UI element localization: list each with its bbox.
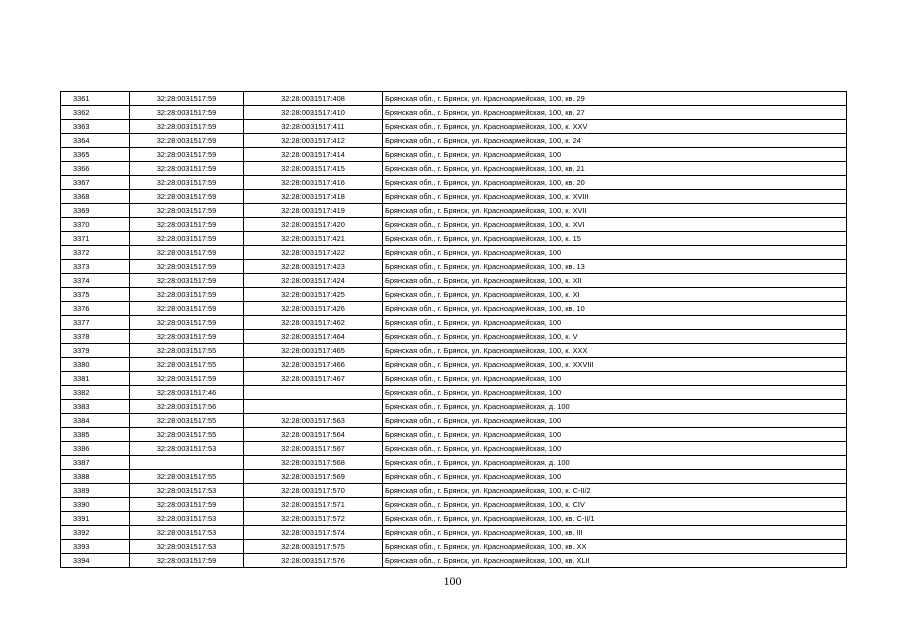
object-cadastral-number-cell: 32:28:0031517:569	[244, 470, 383, 484]
land-cadastral-number-cell: 32:28:0031517:59	[130, 106, 244, 120]
table-row	[61, 554, 847, 568]
address-cell: Брянская обл., г. Брянск, ул. Красноармейская, 100, кв. 29	[383, 92, 847, 106]
row-number-cell: 3379	[61, 344, 130, 358]
table-row	[61, 92, 847, 106]
table-row	[61, 400, 847, 414]
address-cell: Брянская обл., г. Брянск, ул. Красноармейская, 100	[383, 428, 847, 442]
land-cadastral-number-cell: 32:28:0031517:55	[130, 344, 244, 358]
object-cadastral-number-cell: 32:28:0031517:412	[244, 134, 383, 148]
table-row	[61, 344, 847, 358]
land-cadastral-number-cell: 32:28:0031517:59	[130, 176, 244, 190]
row-number-cell: 3374	[61, 274, 130, 288]
address-cell: Брянская обл., г. Брянск, ул. Красноармейская, 100, к. V	[383, 330, 847, 344]
object-cadastral-number-cell	[244, 386, 383, 400]
address-cell: Брянская обл., г. Брянск, ул. Красноармейская, 100, к. 24	[383, 134, 847, 148]
table-row	[61, 540, 847, 554]
land-cadastral-number-cell: 32:28:0031517:59	[130, 134, 244, 148]
address-cell: Брянская обл., г. Брянск, ул. Красноармейская, 100, к. XXVIII	[383, 358, 847, 372]
row-number-cell: 3394	[61, 554, 130, 568]
object-cadastral-number-cell	[244, 400, 383, 414]
address-cell: Брянская обл., г. Брянск, ул. Красноармейская, 100, кв. 20	[383, 176, 847, 190]
table-row	[61, 316, 847, 330]
row-number-cell: 3364	[61, 134, 130, 148]
table-row	[61, 288, 847, 302]
land-cadastral-number-cell: 32:28:0031517:53	[130, 484, 244, 498]
land-cadastral-number-cell: 32:28:0031517:53	[130, 512, 244, 526]
row-number-cell: 3362	[61, 106, 130, 120]
object-cadastral-number-cell: 32:28:0031517:420	[244, 218, 383, 232]
address-cell: Брянская обл., г. Брянск, ул. Красноармейская, 100, кв. 13	[383, 260, 847, 274]
land-cadastral-number-cell: 32:28:0031517:59	[130, 372, 244, 386]
object-cadastral-number-cell: 32:28:0031517:464	[244, 330, 383, 344]
object-cadastral-number-cell: 32:28:0031517:567	[244, 442, 383, 456]
address-cell: Брянская обл., г. Брянск, ул. Красноармейская, 100, кв. 27	[383, 106, 847, 120]
table-row	[61, 498, 847, 512]
land-cadastral-number-cell: 32:28:0031517:56	[130, 400, 244, 414]
land-cadastral-number-cell: 32:28:0031517:59	[130, 246, 244, 260]
object-cadastral-number-cell: 32:28:0031517:462	[244, 316, 383, 330]
row-number-cell: 3392	[61, 526, 130, 540]
object-cadastral-number-cell: 32:28:0031517:564	[244, 428, 383, 442]
address-cell: Брянская обл., г. Брянск, ул. Красноармейская, 100, кв. III	[383, 526, 847, 540]
address-cell: Брянская обл., г. Брянск, ул. Красноармейская, 100, к. XI	[383, 288, 847, 302]
row-number-cell: 3369	[61, 204, 130, 218]
object-cadastral-number-cell: 32:28:0031517:424	[244, 274, 383, 288]
address-cell: Брянская обл., г. Брянск, ул. Красноармейская, 100, к. 15	[383, 232, 847, 246]
row-number-cell: 3372	[61, 246, 130, 260]
object-cadastral-number-cell: 32:28:0031517:466	[244, 358, 383, 372]
object-cadastral-number-cell: 32:28:0031517:575	[244, 540, 383, 554]
land-cadastral-number-cell: 32:28:0031517:55	[130, 428, 244, 442]
object-cadastral-number-cell: 32:28:0031517:411	[244, 120, 383, 134]
row-number-cell: 3382	[61, 386, 130, 400]
object-cadastral-number-cell: 32:28:0031517:419	[244, 204, 383, 218]
land-cadastral-number-cell: 32:28:0031517:59	[130, 554, 244, 568]
table-row	[61, 260, 847, 274]
land-cadastral-number-cell: 32:28:0031517:59	[130, 274, 244, 288]
table-row	[61, 428, 847, 442]
object-cadastral-number-cell: 32:28:0031517:568	[244, 456, 383, 470]
land-cadastral-number-cell: 32:28:0031517:46	[130, 386, 244, 400]
object-cadastral-number-cell: 32:28:0031517:576	[244, 554, 383, 568]
row-number-cell: 3387	[61, 456, 130, 470]
table-row	[61, 386, 847, 400]
object-cadastral-number-cell: 32:28:0031517:467	[244, 372, 383, 386]
object-cadastral-number-cell: 32:28:0031517:416	[244, 176, 383, 190]
row-number-cell: 3361	[61, 92, 130, 106]
address-cell: Брянская обл., г. Брянск, ул. Красноармейская, 100, к. XXV	[383, 120, 847, 134]
address-cell: Брянская обл., г. Брянск, ул. Красноармейская, 100, к. XVI	[383, 218, 847, 232]
land-cadastral-number-cell: 32:28:0031517:59	[130, 162, 244, 176]
address-cell: Брянская обл., г. Брянск, ул. Красноармейская, д. 100	[383, 400, 847, 414]
row-number-cell: 3371	[61, 232, 130, 246]
table-row	[61, 176, 847, 190]
land-cadastral-number-cell: 32:28:0031517:59	[130, 316, 244, 330]
row-number-cell: 3386	[61, 442, 130, 456]
row-number-cell: 3383	[61, 400, 130, 414]
address-cell: Брянская обл., г. Брянск, ул. Красноармейская, 100	[383, 246, 847, 260]
land-cadastral-number-cell: 32:28:0031517:55	[130, 414, 244, 428]
row-number-cell: 3381	[61, 372, 130, 386]
table-row	[61, 218, 847, 232]
table-row	[61, 414, 847, 428]
address-cell: Брянская обл., г. Брянск, ул. Красноармейская, 100, к. XVII	[383, 204, 847, 218]
table-row	[61, 162, 847, 176]
registry-table-body	[61, 92, 847, 568]
row-number-cell: 3388	[61, 470, 130, 484]
table-row	[61, 358, 847, 372]
address-cell: Брянская обл., г. Брянск, ул. Красноармейская, 100	[383, 386, 847, 400]
land-cadastral-number-cell: 32:28:0031517:59	[130, 148, 244, 162]
object-cadastral-number-cell: 32:28:0031517:571	[244, 498, 383, 512]
land-cadastral-number-cell: 32:28:0031517:59	[130, 302, 244, 316]
land-cadastral-number-cell: 32:28:0031517:55	[130, 358, 244, 372]
land-cadastral-number-cell: 32:28:0031517:59	[130, 204, 244, 218]
table-row	[61, 204, 847, 218]
land-cadastral-number-cell: 32:28:0031517:59	[130, 330, 244, 344]
table-row	[61, 526, 847, 540]
table-row	[61, 274, 847, 288]
page-number: 100	[443, 574, 462, 588]
land-cadastral-number-cell: 32:28:0031517:59	[130, 288, 244, 302]
row-number-cell: 3380	[61, 358, 130, 372]
table-row	[61, 120, 847, 134]
row-number-cell: 3377	[61, 316, 130, 330]
address-cell: Брянская обл., г. Брянск, ул. Красноармейская, 100, кв. XLII	[383, 554, 847, 568]
address-cell: Брянская обл., г. Брянск, ул. Красноармейская, 100, к. XVIII	[383, 190, 847, 204]
address-cell: Брянская обл., г. Брянск, ул. Красноармейская, д. 100	[383, 456, 847, 470]
land-cadastral-number-cell: 32:28:0031517:53	[130, 540, 244, 554]
object-cadastral-number-cell: 32:28:0031517:426	[244, 302, 383, 316]
table-row	[61, 372, 847, 386]
row-number-cell: 3373	[61, 260, 130, 274]
address-cell: Брянская обл., г. Брянск, ул. Красноармейская, 100	[383, 442, 847, 456]
row-number-cell: 3365	[61, 148, 130, 162]
row-number-cell: 3391	[61, 512, 130, 526]
address-cell: Брянская обл., г. Брянск, ул. Красноармейская, 100	[383, 372, 847, 386]
row-number-cell: 3363	[61, 120, 130, 134]
table-row	[61, 106, 847, 120]
address-cell: Брянская обл., г. Брянск, ул. Красноармейская, 100, кв. 10	[383, 302, 847, 316]
address-cell: Брянская обл., г. Брянск, ул. Красноармейская, 100, к. С-II/2	[383, 484, 847, 498]
land-cadastral-number-cell: 32:28:0031517:55	[130, 470, 244, 484]
object-cadastral-number-cell: 32:28:0031517:415	[244, 162, 383, 176]
object-cadastral-number-cell: 32:28:0031517:574	[244, 526, 383, 540]
object-cadastral-number-cell: 32:28:0031517:422	[244, 246, 383, 260]
address-cell: Брянская обл., г. Брянск, ул. Красноармейская, 100	[383, 414, 847, 428]
object-cadastral-number-cell: 32:28:0031517:421	[244, 232, 383, 246]
row-number-cell: 3390	[61, 498, 130, 512]
address-cell: Брянская обл., г. Брянск, ул. Красноармейская, 100, кв. XX	[383, 540, 847, 554]
land-cadastral-number-cell: 32:28:0031517:53	[130, 526, 244, 540]
object-cadastral-number-cell: 32:28:0031517:423	[244, 260, 383, 274]
cadastral-registry-table	[60, 91, 847, 568]
land-cadastral-number-cell: 32:28:0031517:59	[130, 232, 244, 246]
table-row	[61, 190, 847, 204]
object-cadastral-number-cell: 32:28:0031517:408	[244, 92, 383, 106]
address-cell: Брянская обл., г. Брянск, ул. Красноармейская, 100, к. XXX	[383, 344, 847, 358]
row-number-cell: 3367	[61, 176, 130, 190]
row-number-cell: 3366	[61, 162, 130, 176]
row-number-cell: 3375	[61, 288, 130, 302]
table-row	[61, 232, 847, 246]
object-cadastral-number-cell: 32:28:0031517:570	[244, 484, 383, 498]
row-number-cell: 3378	[61, 330, 130, 344]
land-cadastral-number-cell: 32:28:0031517:59	[130, 498, 244, 512]
table-row	[61, 246, 847, 260]
land-cadastral-number-cell: 32:28:0031517:59	[130, 218, 244, 232]
row-number-cell: 3393	[61, 540, 130, 554]
object-cadastral-number-cell: 32:28:0031517:563	[244, 414, 383, 428]
object-cadastral-number-cell: 32:28:0031517:418	[244, 190, 383, 204]
table-row	[61, 470, 847, 484]
land-cadastral-number-cell: 32:28:0031517:53	[130, 442, 244, 456]
object-cadastral-number-cell: 32:28:0031517:410	[244, 106, 383, 120]
table-row	[61, 134, 847, 148]
address-cell: Брянская обл., г. Брянск, ул. Красноармейская, 100	[383, 470, 847, 484]
row-number-cell: 3368	[61, 190, 130, 204]
object-cadastral-number-cell: 32:28:0031517:572	[244, 512, 383, 526]
address-cell: Брянская обл., г. Брянск, ул. Красноармейская, 100, к. CIV	[383, 498, 847, 512]
address-cell: Брянская обл., г. Брянск, ул. Красноармейская, 100, кв. С-II/1	[383, 512, 847, 526]
table-row	[61, 442, 847, 456]
address-cell: Брянская обл., г. Брянск, ул. Красноармейская, 100, к. XII	[383, 274, 847, 288]
object-cadastral-number-cell: 32:28:0031517:465	[244, 344, 383, 358]
land-cadastral-number-cell: 32:28:0031517:59	[130, 120, 244, 134]
table-row	[61, 484, 847, 498]
object-cadastral-number-cell: 32:28:0031517:414	[244, 148, 383, 162]
row-number-cell: 3385	[61, 428, 130, 442]
table-row	[61, 302, 847, 316]
table-row	[61, 148, 847, 162]
land-cadastral-number-cell: 32:28:0031517:59	[130, 260, 244, 274]
row-number-cell: 3370	[61, 218, 130, 232]
land-cadastral-number-cell: 32:28:0031517:59	[130, 190, 244, 204]
table-row	[61, 456, 847, 470]
row-number-cell: 3376	[61, 302, 130, 316]
address-cell: Брянская обл., г. Брянск, ул. Красноармейская, 100	[383, 316, 847, 330]
object-cadastral-number-cell: 32:28:0031517:425	[244, 288, 383, 302]
row-number-cell: 3389	[61, 484, 130, 498]
table-row	[61, 330, 847, 344]
table-row	[61, 512, 847, 526]
address-cell: Брянская обл., г. Брянск, ул. Красноармейская, 100, кв. 21	[383, 162, 847, 176]
land-cadastral-number-cell	[130, 456, 244, 470]
address-cell: Брянская обл., г. Брянск, ул. Красноармейская, 100	[383, 148, 847, 162]
land-cadastral-number-cell: 32:28:0031517:59	[130, 92, 244, 106]
row-number-cell: 3384	[61, 414, 130, 428]
